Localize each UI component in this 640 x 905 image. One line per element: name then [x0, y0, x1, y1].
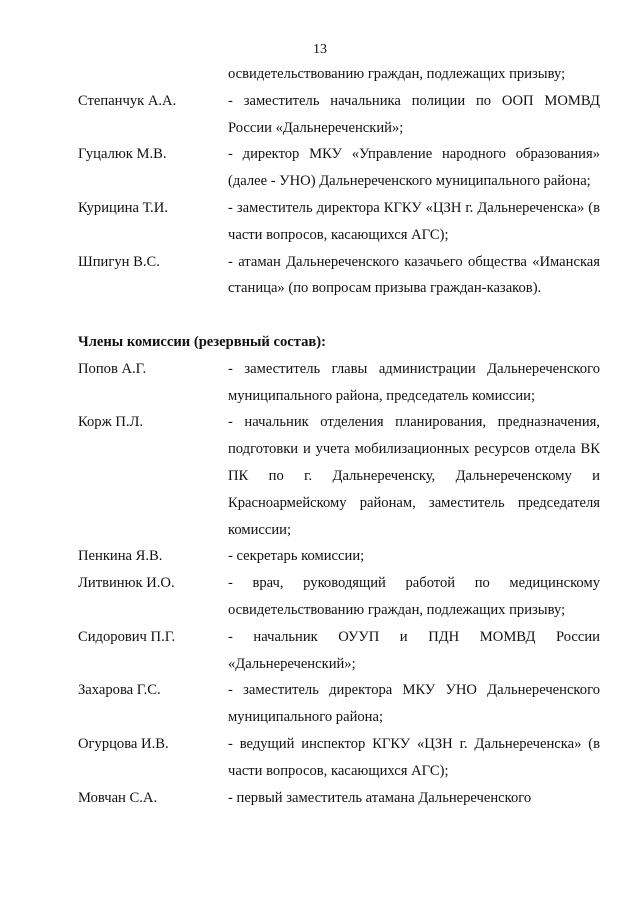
member-role: - врач, руководящий работой по медицинскому освидетельствованию граждан, подлежащих призыву;	[228, 575, 600, 618]
continuation-row	[78, 61, 600, 88]
reserve-member-row	[78, 543, 600, 570]
commission-list	[78, 61, 600, 811]
member-role: - начальник ОУУП и ПДН МОМВД России «Дальнереченский»;	[228, 628, 600, 672]
reserve-member-row	[78, 624, 600, 678]
member-row	[78, 195, 600, 249]
member-name: Гуцалюк М.В.	[78, 146, 167, 163]
page-number: 13	[313, 42, 327, 57]
reserve-member-row	[78, 356, 600, 410]
member-name: Курицина Т.И.	[78, 199, 168, 216]
reserve-member-row	[78, 677, 600, 731]
member-name: Пенкина Я.В.	[78, 548, 163, 565]
member-name-empty	[78, 61, 228, 62]
member-name: Огурцова И.В.	[78, 735, 169, 752]
member-name: Шпигун В.С.	[78, 253, 160, 270]
member-role: - атаман Дальнереченского казачьего общества «Иманская станица» (по вопросам призыва граждан-казаков).	[228, 253, 600, 297]
member-role: освидетельствованию граждан, подлежащих призыву;	[228, 66, 566, 82]
member-name: Корж П.Л.	[78, 414, 144, 431]
member-name: Попов А.Г.	[78, 360, 147, 377]
member-role: - секретарь комиссии;	[228, 548, 365, 565]
member-row	[78, 141, 600, 195]
member-name: Степанчук А.А.	[78, 92, 177, 109]
member-name: Литвинюк И.О.	[78, 575, 175, 592]
reserve-member-row	[78, 731, 600, 785]
member-name: Захарова Г.С.	[78, 682, 161, 699]
member-role: - заместитель начальника полиции по ООП МОМВД России «Дальнереченский»;	[228, 92, 600, 136]
member-name: Мовчан С.А.	[78, 789, 158, 806]
member-role: - первый заместитель атамана Дальнереченского	[228, 789, 532, 806]
member-row	[78, 249, 600, 303]
member-role: - начальник отделения планирования, предназначения, подготовки и учета мобилизационных ресурсов отдела ВК ПК по г. Дальнереченску, Дальнереченскому и Красноармейскому районам, заместитель председателя комиссии;	[228, 414, 600, 538]
member-role: - заместитель главы администрации Дальнереченского муниципального района, председатель комиссии;	[228, 360, 600, 404]
member-name: Сидорович П.Г.	[78, 628, 176, 645]
reserve-member-row	[78, 785, 600, 812]
member-row	[78, 88, 600, 142]
member-role: - заместитель директора КГКУ «ЦЗН г. Дальнереченска» (в части вопросов, касающихся АГС);	[228, 199, 600, 243]
section-spacer	[78, 302, 600, 329]
member-role: - директор МКУ «Управление народного образования» (далее - УНО) Дальнереченского муниципального района;	[228, 146, 600, 190]
reserve-member-row	[78, 409, 600, 543]
reserve-section-heading: Члены комиссии (резервный состав):	[78, 333, 326, 350]
member-role: - ведущий инспектор КГКУ «ЦЗН г. Дальнереченска» (в части вопросов, касающихся АГС);	[228, 735, 600, 779]
reserve-member-row	[78, 570, 600, 624]
member-role: - заместитель директора МКУ УНО Дальнереченского муниципального района;	[228, 682, 600, 726]
